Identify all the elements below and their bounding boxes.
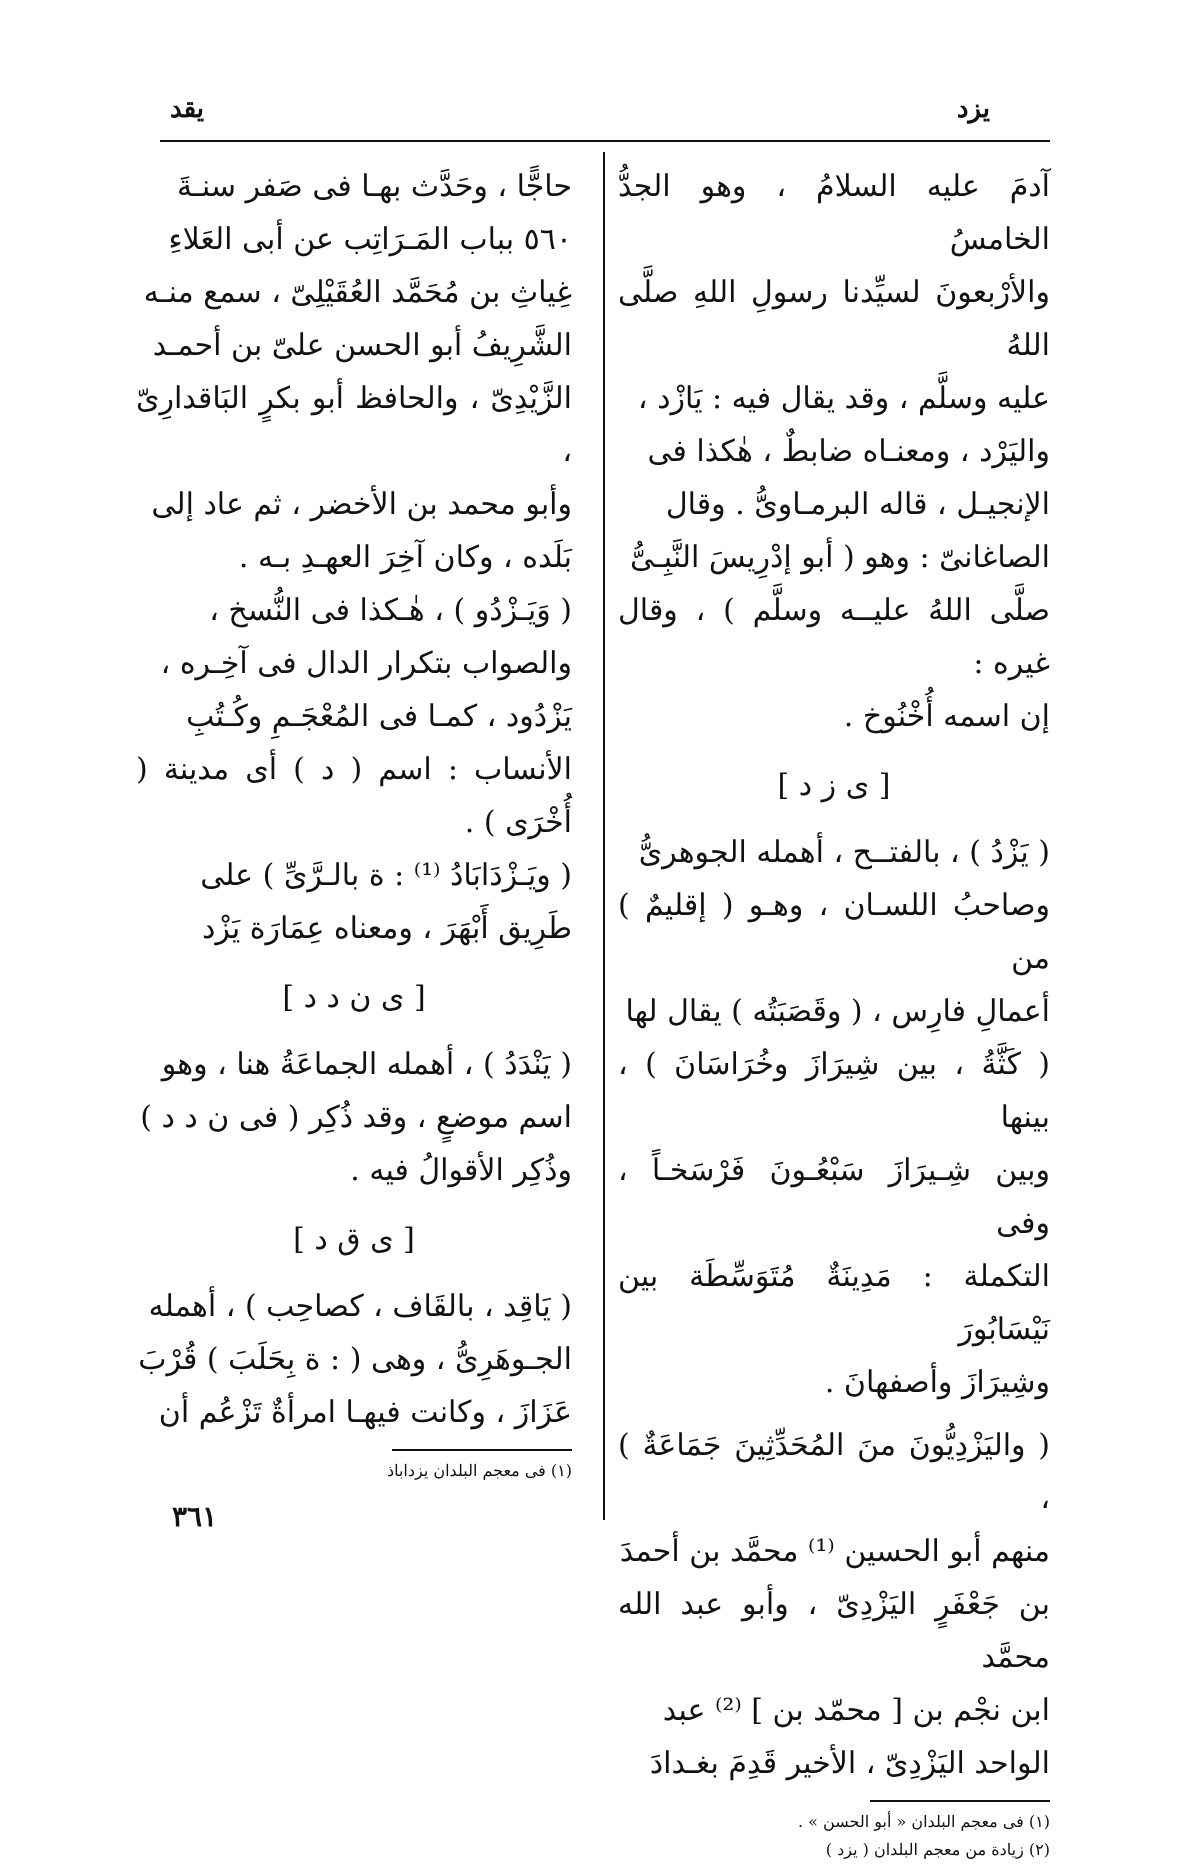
section-heading-yndd: [ ى ن د د ] [282, 980, 426, 1015]
entry-yandad [136, 1038, 572, 1197]
section-heading-yqd: [ ى ق د ] [293, 1222, 415, 1257]
text-line: ٥٦٠ بباب المَـرَاتِب عن أبى العَلاءِ [168, 222, 572, 257]
text-line: أعمالِ فارِس ، ( وقَصَبَتُه ) يقال لها [625, 994, 1050, 1029]
text-line: واليَرْد ، ومعنـاه ضابطٌ ، هٰكذا فى [647, 434, 1050, 469]
text-line: آدمَ عليه السلامُ ، وهو الجدُّ الخامسُ [618, 169, 1050, 257]
text-line: التكملة : مَدِينَةٌ مُتَوَسِّطَة بين نَيْسَابُورَ [618, 1259, 1050, 1347]
text-line: إن اسمه أُخْنُوخ . [843, 699, 1050, 734]
text-line: الإنجيـل ، قاله البرمـاوىُّ . وقال [665, 487, 1050, 522]
text-line: بَلَده ، وكان آخِرَ العهـدِ بـه . [238, 540, 572, 575]
text-line: وذُكِر الأقوالُ فيه . [350, 1153, 572, 1188]
running-header-left: يقد [170, 94, 205, 124]
entry-yazdabad [136, 849, 572, 955]
entry-yaqid [136, 1280, 572, 1439]
text-line: ( واليَزْدِيُّونَ منَ المُحَدِّثِينَ جَمَاعَةٌ ) ، [618, 1428, 1050, 1516]
text-line: الزَّيْدِىّ ، والحافظ أبو بكرٍ البَاقدارِىّ ، [136, 381, 572, 469]
left-column [136, 160, 572, 1485]
text-line: عَزَازَ ، وكانت فيهـا امرأةٌ تَزْعُم أن [158, 1395, 572, 1430]
text-line: غِياثِ بن مُحَمَّد العُقَيْلِىّ ، سمع منـه [143, 275, 572, 310]
section-heading-yzd: [ ى ز د ] [777, 768, 891, 803]
text-line: الجـوهَرِىُّ ، وهى ( : ة بِحَلَبَ ) قُرْبَ [138, 1342, 572, 1377]
text-line: ( يَزْدُ ) ، بالفتــح ، أهمله الجوهرىُّ [638, 835, 1050, 870]
text-line: الواحد اليَزْدِىّ ، الأخير قَدِمَ بغـدادَ [649, 1746, 1050, 1781]
text-line: بن جَعْفَرٍ اليَزْدِىّ ، وأبو عبد الله محمَّد [618, 1587, 1050, 1675]
text-line: ( وَيَـزْدُو ) ، هٰـكذا فى النُّسخ ، [209, 593, 572, 628]
text-line: يَزْدُود ، كمـا فى المُعْجَـمِ وكُـتُبِ [186, 699, 572, 734]
footnote-rule [870, 1800, 1050, 1802]
entry-yazd [618, 826, 1050, 1409]
text-line: الشَّرِيفُ أبو الحسن علىّ بن أحمـد [152, 328, 572, 363]
text-line: الصاغانىّ : وهو ( أبو إدْرِيسَ النَّبِـىُّ [630, 540, 1050, 575]
text-line: وشِيرَازَ وأصفهانَ . [824, 1365, 1050, 1400]
entry-yazdiyyun [618, 1419, 1050, 1790]
text-line: وبين شِـيرَازَ سَبْعُـونَ فَرْسَخـاً ، وفى [618, 1153, 1050, 1241]
text-line: ( يَنْدَدُ ) ، أهمله الجماعَةُ هنا ، وهو [161, 1047, 572, 1082]
header-rule [160, 140, 1050, 142]
right-intro-paragraph [618, 160, 1050, 743]
text-line: ابن نجْم بن [ محمّد بن ] ⁽²⁾ عبد [662, 1693, 1050, 1728]
text-line: والأرْبعونَ لسيِّدنا رسولِ اللهِ صلَّى اللهُ [618, 275, 1050, 363]
footnote: (١) فى معجم البلدان يزداباذ [386, 1460, 572, 1480]
text-line: الأنساب : اسم ( د ) أى مدينة ( أُخْرَى ) . [136, 752, 572, 840]
footnote-rule [392, 1449, 572, 1451]
column-divider [603, 152, 605, 1520]
text-line: وأبو محمد بن الأخضر ، ثم عاد إلى [151, 487, 572, 522]
text-line: منهم أبو الحسين ⁽¹⁾ محمَّد بن أحمدَ [619, 1534, 1050, 1569]
footnote: (١) فى معجم البلدان « أبو الحسن » . [798, 1811, 1050, 1831]
text-line: ( كَثَّةُ ، بين شِيرَازَ وخُرَاسَانَ ) ، بينها [618, 1047, 1050, 1135]
text-line: طَرِيق أَبْهَرَ ، ومعناه عِمَارَة يَزْد [201, 911, 572, 946]
text-line: ( ويَـزْدَابَادُ ⁽¹⁾ : ة بالـرَّىِّ ) على [200, 858, 572, 893]
left-intro-paragraph [136, 160, 572, 584]
text-line: وصاحبُ اللسـان ، وهـو ( إقليمٌ ) من [618, 888, 1050, 976]
footnote: (٢) زيادة من معجم البلدان ( يزد ) [825, 1839, 1050, 1859]
text-line: صلَّى اللهُ عليــه وسلَّم ) ، وقال غيره : [618, 593, 1050, 681]
right-column [618, 160, 1050, 1864]
page-number: ٣٦١ [172, 1500, 218, 1533]
text-line: حاجًّا ، وحَدَّث بهـا فى صَفر سنـةَ [176, 169, 572, 204]
text-line: عليه وسلَّم ، وقد يقال فيه : يَازْد ، [637, 381, 1050, 416]
text-line: ( يَاقِد ، بالقَاف ، كصاحِب ) ، أهمله [148, 1289, 572, 1324]
text-line: اسم موضعٍ ، وقد ذُكِر ( فى ن د د ) [140, 1100, 572, 1135]
running-header-right: يزد [956, 94, 990, 124]
entry-yazdu [136, 584, 572, 849]
text-line: والصواب بتكرار الدال فى آخِـره ، [160, 646, 572, 681]
